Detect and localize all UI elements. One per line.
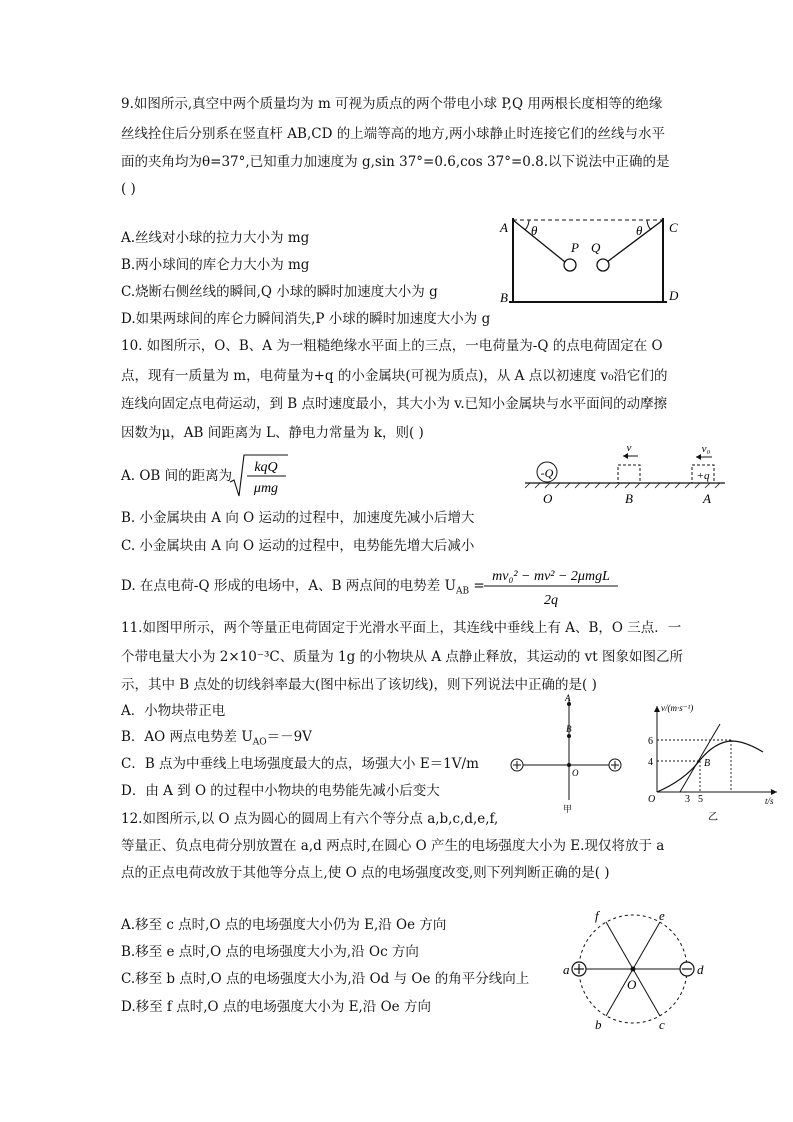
q9-theta-right: θ (636, 223, 643, 238)
q10-label-b: B (625, 491, 633, 506)
q9-label-q: Q (591, 240, 601, 255)
q10-option-a-text: A. OB 间的距离为 (121, 468, 233, 484)
q12-label-d: d (697, 962, 704, 977)
q12-label-o: O (627, 977, 637, 992)
q11-tick-6: 6 (648, 736, 653, 747)
q11-tick-4: 4 (648, 757, 653, 768)
q9-stem-line3: 面的夹角均为θ=37°,已知重力加速度为 g,sin 37°=0.6,cos 37°=0.8.以下说法中正确的是 (121, 154, 670, 170)
q11-option-b: B．AO 两点电势差 $U_{AO}=-9V$ (121, 729, 312, 748)
q9-answer-blank: ( ) (121, 181, 136, 197)
q12-label-b: b (595, 1017, 602, 1032)
q10-v0-label: v₀ (701, 443, 711, 455)
q11-stem-line1: 11.如图甲所示，两个等量正电荷固定于光滑水平面上，其连线中垂线上有 A、B，O 三点．一 (121, 620, 682, 636)
q10-charge-label: -Q (540, 466, 554, 480)
q11-option-d: D．由 A 到 O 的过程中小物块的电势能先减小后变大 (121, 783, 440, 799)
q10-d-denominator: 2q (544, 593, 558, 608)
q12-stem-line2: 等量正、负点电荷分别放置在 a,d 两点时,在圆心 O 产生的电场强度大小为 E.现仅将放于 a (121, 838, 665, 854)
q12-label-e: e (659, 908, 665, 923)
q10-label-a: A (703, 491, 711, 506)
q9-theta-left: θ (531, 223, 538, 238)
q10-label-o: O (543, 491, 553, 506)
q11-origin: O (648, 794, 656, 805)
q11-figure-yi (645, 700, 785, 825)
q9-label-b: B (500, 290, 508, 305)
q10-option-b: B. 小金属块由 A 向 O 运动的过程中，加速度先减小后增大 (121, 510, 475, 526)
q11-tick-3: 3 (685, 794, 690, 805)
q12-label-c: c (659, 1017, 665, 1032)
q10-stem-line4: 因数为μ，AB 间距离为 L、静电力常量为 k，则( ) (121, 425, 424, 441)
q12-option-d: D.移至 f 点时,O 点的电场强度大小为 E,沿 Oe 方向 (121, 999, 431, 1015)
q10-option-c: C. 小金属块由 A 向 O 运动的过程中，电势能先增大后减小 (121, 538, 475, 554)
q9-figure (495, 210, 690, 310)
q11-point-b: B (704, 758, 711, 769)
q10-stem-line1: 10. 如图所示，O、B、A 为一粗糙绝缘水平面上的三点，一电荷量为-Q 的点电荷固定在 O (121, 338, 663, 354)
q12-stem-line3: 点的正点电荷改放于其他等分点上,使 O 点的电场强度改变,则下列判断正确的是( ) (121, 865, 610, 881)
q9-label-p: P (571, 240, 579, 255)
q12-option-b: B.移至 e 点时,O 点的电场强度大小为,沿 Oc 方向 (121, 944, 419, 960)
q11-label-b: B (566, 724, 572, 734)
q11-figure-jia (505, 690, 630, 815)
q12-option-a: A.移至 c 点时,O 点的电场强度大小仍为 E,沿 Oe 方向 (121, 917, 447, 933)
q11-label-a: A (565, 693, 571, 703)
q9-option-c: C.烧断右侧丝线的瞬间,Q 小球的瞬时加速度大小为 g (121, 284, 438, 300)
q9-label-d: D (669, 288, 679, 303)
q10-a-denominator: μmg (253, 481, 279, 496)
q12-figure (555, 905, 715, 1035)
q10-stem-line2: 点，现有一质量为 m，电荷量为+q 的小金属块(可视为质点)，从 A 点以初速度 v₀沿它们的 (121, 368, 668, 384)
q11-caption-yi: 乙 (708, 812, 718, 823)
q9-option-a: A.丝线对小球的拉力大小为 mg (121, 230, 310, 246)
q10-option-d-formula (482, 563, 622, 611)
q10-a-numerator: kqQ (254, 460, 278, 475)
q11-label-o: O (572, 768, 579, 778)
q10-stem-line3: 连线向固定点电荷运动，到 B 点时速度最小，其大小为 v.已知小金属块与水平面间的动摩擦 (121, 396, 668, 412)
q11-stem-line3: 示，其中 B 点处的切线斜率最大(图中标出了该切线)，则下列说法中正确的是( ) (121, 677, 597, 693)
q12-label-f: f (595, 908, 599, 923)
q10-figure (520, 440, 730, 510)
q9-option-b: B.两小球间的库仑力大小为 mg (121, 257, 310, 273)
q11-option-c: C．B 点为中垂线上电场强度最大的点，场强大小 E＝1V/m (121, 756, 479, 772)
q11-option-a: A．小物块带正电 (121, 703, 226, 719)
q11-caption-jia: 甲 (563, 804, 573, 814)
q10-v-label: v (626, 442, 632, 454)
q9-label-a: A (500, 220, 508, 235)
q11-stem-line2: 个带电量大小为 2×10⁻³C、质量为 1g 的小物块从 A 点静止释放，其运动的 vt 图象如图乙所 (121, 649, 684, 665)
q10-d-numerator: mv₀² − mv² − 2μmgL (492, 569, 610, 584)
q12-stem-line1: 12.如图所示,以 O 点为圆心的圆周上有六个等分点 a,b,c,d,e,f, (121, 811, 499, 827)
q12-option-c: C.移至 b 点时,O 点的电场强度大小为,沿 Od 与 Oe 的角平分线向上 (121, 971, 530, 987)
q10-q-label: +q (696, 470, 710, 482)
q11-tick-5: 5 (698, 794, 703, 805)
q11-ylabel: v/(m·s⁻¹) (661, 703, 694, 713)
q10-option-a-formula (228, 452, 290, 500)
q9-label-c: C (669, 220, 678, 235)
q11-xlabel: t/s (765, 796, 774, 806)
q9-stem-line1: 9.如图所示,真空中两个质量均为 m 可视为质点的两个带电小球 P,Q 用两根长度相等的绝缘 (121, 96, 663, 112)
q9-stem-line2: 丝线拴住后分别系在竖直杆 AB,CD 的上端等高的地方,两小球静止时连接它们的丝线与水平 (121, 126, 665, 142)
q10-option-d-text: D. 在点电荷-Q 形成的电场中，A、B 两点间的电势差 $U_{AB}$ = (121, 578, 485, 597)
q9-option-d: D.如果两球间的库仑力瞬间消失,P 小球的瞬时加速度大小为 g (121, 311, 491, 327)
q12-label-a: a (563, 962, 570, 977)
